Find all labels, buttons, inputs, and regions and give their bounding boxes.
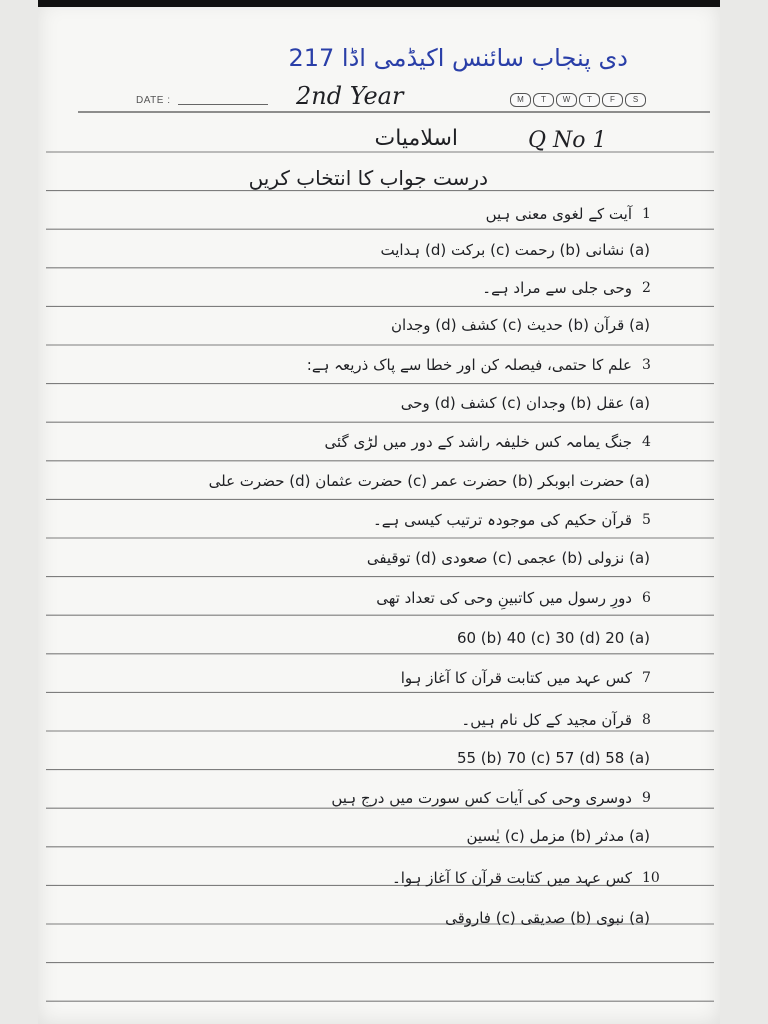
options-text: (a) عقل (b) وجدان (c) کشف (d) وحی [400, 394, 650, 412]
options-row [457, 620, 650, 656]
question-row [376, 580, 660, 616]
options-row [466, 818, 650, 854]
day-box: M [510, 93, 531, 107]
day-box: F [602, 93, 623, 107]
question-number: 10 [642, 870, 660, 886]
date-line [178, 104, 268, 105]
day-box: S [625, 93, 646, 107]
question-number: 3 [642, 357, 651, 373]
question-row [482, 270, 660, 306]
question-text: کس عہد میں کتابت قرآن کا آغاز ہوا [400, 669, 632, 687]
question-row [325, 424, 660, 460]
question-text: دوسری وحی کی آیات کس سورت میں درج ہیں [331, 789, 632, 807]
academy-title: دی پنجاب سائنس اکیڈمی اڈا 217 [288, 44, 628, 72]
weekday-boxes [510, 93, 646, 107]
options-text: (a) مدثر (b) مزمل (c) یٰسین [466, 827, 650, 845]
question-text: آیت کے لغوی معنی ہیں [485, 205, 632, 223]
options-row [401, 385, 650, 421]
question-row [401, 660, 660, 696]
question-number: 8 [642, 712, 651, 728]
question-text: قرآن مجید کے کل نام ہیں۔ [461, 711, 632, 729]
options-row [457, 740, 650, 776]
options-row [209, 463, 650, 499]
options-text: (a) 55 (b) 70 (c) 57 (d) 58 [456, 749, 650, 767]
date-label: DATE : [136, 95, 171, 106]
options-row [445, 900, 650, 936]
question-number: 9 [642, 790, 651, 806]
options-row [391, 307, 650, 343]
question-row [373, 502, 660, 538]
options-row [380, 232, 650, 268]
day-box: T [579, 93, 600, 107]
options-text: (a) نشانی (b) رحمت (c) برکت (d) ہدایت [380, 241, 650, 259]
question-text: کس عہد میں کتابت قرآن کا آغاز ہوا۔ [391, 869, 632, 887]
options-text: (a) 60 (b) 40 (c) 30 (d) 20 [456, 629, 650, 647]
question-text: دورِ رسول میں کاتبینِ وحی کی تعداد تھی [376, 589, 632, 607]
question-number: 5 [642, 512, 651, 528]
question-text: علم کا حتمی، فیصلہ کن اور خطا سے پاک ذریعہ ہے: [306, 356, 632, 374]
day-box: T [533, 93, 554, 107]
question-row [392, 860, 660, 896]
question-number: 6 [642, 590, 651, 606]
question-number: 1 [642, 206, 651, 222]
question-number-heading: Q No 1 [528, 128, 607, 153]
question-text: قرآن حکیم کی موجودہ ترتیب کیسی ہے۔ [372, 511, 632, 529]
question-number: 4 [642, 434, 651, 450]
question-row [331, 780, 660, 816]
options-text: (a) حضرت ابوبکر (b) حضرت عمر (c) حضرت عثمان (d) حضرت علی [208, 472, 650, 490]
question-number: 7 [642, 670, 651, 686]
instruction-heading: درست جواب کا انتخاب کریں [248, 166, 488, 190]
question-number: 2 [642, 280, 651, 296]
subject-heading: اسلامیات [374, 126, 458, 151]
options-text: (a) نزولی (b) عجمی (c) صعودی (d) توقیفی [366, 549, 650, 567]
question-text: جنگ یمامہ کس خلیفہ راشد کے دور میں لڑی گئی [324, 433, 632, 451]
options-row [367, 540, 650, 576]
question-row [461, 702, 660, 738]
options-text: (a) نبوی (b) صدیقی (c) فاروقی [445, 909, 650, 927]
year-heading: 2nd Year [296, 82, 404, 110]
day-box: W [556, 93, 577, 107]
question-text: وحی جلی سے مراد ہے۔ [482, 279, 632, 297]
question-row [307, 347, 660, 383]
notebook-page [38, 0, 720, 1024]
options-text: (a) قرآن (b) حدیث (c) کشف (d) وجدان [390, 316, 650, 334]
question-row [486, 196, 660, 232]
